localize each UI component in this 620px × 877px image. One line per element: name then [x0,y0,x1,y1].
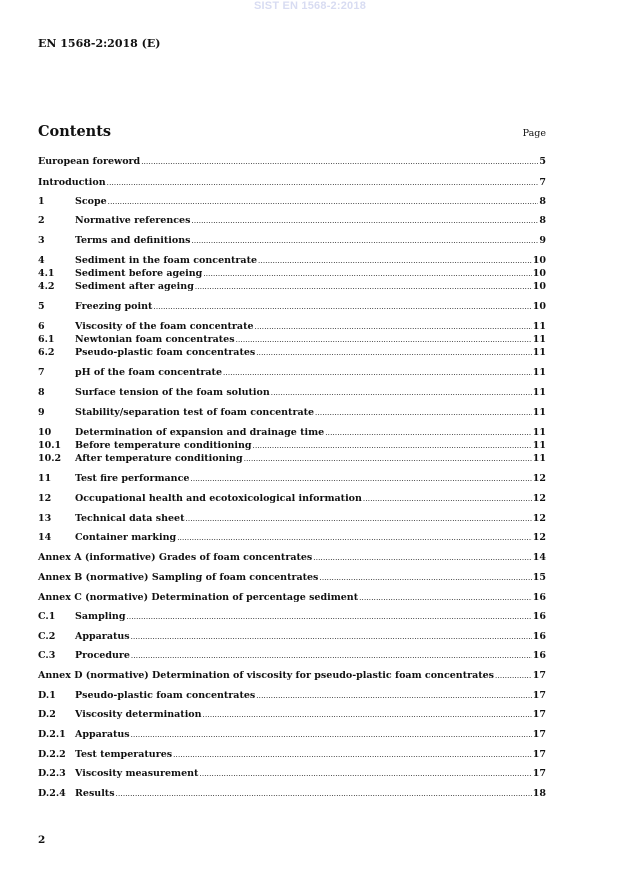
toc-entry-page: 12 [532,532,546,543]
toc-dot-leader [131,728,532,742]
toc-dot-leader [325,426,532,440]
toc-dot-leader [319,571,531,585]
watermark: SIST EN 1568-2:2018 [253,0,367,12]
toc-entry-number: 1 [38,196,45,207]
toc-entry-number: 3 [38,235,45,246]
toc-dot-leader [107,176,539,190]
toc-entry[interactable] [38,512,546,525]
toc-entry[interactable] [38,669,546,682]
toc-entry-page: 11 [532,367,546,378]
toc-entry-number: 12 [38,493,52,504]
toc-entry-title: Test temperatures [75,749,173,760]
toc-entry-title: Annex A (informative) Grades of foam concentrates [38,552,313,563]
toc-entry-number: 9 [38,407,45,418]
toc-dot-leader [177,531,532,545]
toc-dot-leader [131,630,532,644]
toc-entry[interactable] [38,300,546,313]
toc-entry-number: 6.2 [38,347,55,358]
toc-dot-leader [153,300,531,314]
toc-entry-title: Surface tension of the foam solution [75,387,270,398]
toc-entry[interactable] [38,426,546,439]
toc-entry-number: 14 [38,532,52,543]
toc-entry[interactable] [38,571,546,584]
toc-dot-leader [258,254,532,268]
toc-entry-page: 10 [532,281,546,292]
toc-entry-page: 17 [532,709,546,720]
toc-entry[interactable] [38,346,546,359]
toc-entry[interactable] [38,452,546,465]
toc-dot-leader [244,452,532,466]
toc-entry-number: D.2.3 [38,768,66,779]
toc-entry-number: 4 [38,255,45,266]
toc-entry-title: Viscosity determination [75,709,202,720]
toc-entry[interactable] [38,787,546,800]
toc-dot-leader [173,748,532,762]
toc-entry[interactable] [38,767,546,780]
toc-entry-page: 17 [532,670,546,681]
toc-dot-leader [315,406,532,420]
toc-entry-number: 5 [38,301,45,312]
toc-entry[interactable] [38,320,546,333]
toc-entry-page: 7 [539,177,546,188]
toc-entry-title: Newtonian foam concentrates [75,334,235,345]
toc-entry-title: Apparatus [75,729,130,740]
toc-entry-page: 18 [532,788,546,799]
toc-entry-title: Stability/separation test of foam concentrate [75,407,315,418]
toc-entry-number: 4.1 [38,268,55,279]
toc-entry-title: Apparatus [75,631,130,642]
toc-entry-number: D.2.4 [38,788,66,799]
toc-entry-title: Pseudo-plastic foam concentrates [75,347,256,358]
toc-entry[interactable] [38,176,546,189]
toc-entry-title: Sediment in the foam concentrate [75,255,258,266]
toc-dot-leader [116,787,532,801]
toc-entry-number: 10.2 [38,453,62,464]
toc-entry[interactable] [38,531,546,544]
toc-entry-page: 11 [532,440,546,451]
toc-entry-title: Viscosity measurement [75,768,199,779]
toc-entry[interactable] [38,333,546,346]
toc-dot-leader [255,320,532,334]
toc-entry-page: 17 [532,690,546,701]
toc-entry-page: 17 [532,768,546,779]
toc-entry-title: Pseudo-plastic foam concentrates [75,690,256,701]
toc-entry[interactable] [38,280,546,293]
toc-entry-page: 11 [532,387,546,398]
toc-entry-page: 11 [532,321,546,332]
document-id: EN 1568-2:2018 (E) [38,37,161,50]
toc-dot-leader [185,512,531,526]
toc-entry[interactable] [38,708,546,721]
toc-entry-page: 14 [532,552,546,563]
toc-entry-number: 7 [38,367,45,378]
toc-entry-number: 4.2 [38,281,55,292]
toc-entry-page: 12 [532,473,546,484]
toc-entry-title: Container marking [75,532,177,543]
toc-entry-page: 8 [539,196,546,207]
toc-entry-number: 13 [38,513,52,524]
toc-entry[interactable] [38,406,546,419]
toc-entry[interactable] [38,551,546,564]
toc-entry-title: Annex C (normative) Determination of percentage sediment [38,592,359,603]
toc-entry-title: Before temperature conditioning [75,440,252,451]
toc-entry-page: 10 [532,268,546,279]
toc-dot-leader [108,195,539,209]
toc-dot-leader [126,610,531,624]
toc-entry-title: Normative references [75,215,191,226]
toc-entry-number: C.2 [38,631,56,642]
toc-entry-page: 11 [532,453,546,464]
toc-entry-title: Sediment before ageing [75,268,203,279]
toc-entry-number: C.1 [38,611,56,622]
toc-entry-title: Annex D (normative) Determination of viscosity for pseudo-plastic foam concentrates [38,670,495,681]
toc-entry[interactable] [38,472,546,485]
toc-entry-page: 16 [532,611,546,622]
toc-entry[interactable] [38,748,546,761]
toc-dot-leader [363,492,532,506]
toc-entry[interactable] [38,254,546,267]
toc-dot-leader [236,333,532,347]
toc-entry-title: Viscosity of the foam concentrate [75,321,254,332]
toc-entry-title: Test fire performance [75,473,190,484]
toc-dot-leader [203,708,532,722]
toc-entry[interactable] [38,689,546,702]
toc-entry[interactable] [38,610,546,623]
toc-entry[interactable] [38,591,546,604]
toc-dot-leader [223,366,532,380]
toc-entry-page: 12 [532,493,546,504]
toc-entry[interactable] [38,386,546,399]
toc-entry-title: Scope [75,196,107,207]
toc-entry[interactable] [38,214,546,227]
toc-entry-page: 17 [532,729,546,740]
page-number: 2 [38,834,46,846]
contents-title: Contents [38,123,112,140]
toc-entry-number: 8 [38,387,45,398]
toc-entry-page: 11 [532,347,546,358]
toc-entry-title: Terms and definitions [75,235,191,246]
toc-entry-page: 16 [532,592,546,603]
toc-entry-page: 9 [539,235,546,246]
toc-entry[interactable] [38,439,546,452]
toc-dot-leader [191,214,538,228]
toc-dot-leader [253,439,532,453]
toc-entry[interactable] [38,728,546,741]
toc-entry-page: 10 [532,255,546,266]
toc-entry-page: 11 [532,427,546,438]
toc-entry-number: D.2 [38,709,56,720]
toc-entry-title: Annex B (normative) Sampling of foam concentrates [38,572,319,583]
toc-dot-leader [141,155,538,169]
toc-dot-leader [190,472,531,486]
toc-entry[interactable] [38,649,546,662]
toc-entry-number: D.2.1 [38,729,66,740]
toc-entry-page: 11 [532,407,546,418]
toc-entry-number: 6 [38,321,45,332]
toc-dot-leader [203,267,531,281]
toc-entry-page: 15 [532,572,546,583]
toc-entry-title: Sediment after ageing [75,281,194,292]
toc-entry-page: 8 [539,215,546,226]
toc-entry[interactable] [38,492,546,505]
toc-entry-title: Introduction [38,177,106,188]
toc-entry[interactable] [38,195,546,208]
toc-entry-number: 2 [38,215,45,226]
toc-dot-leader [256,346,532,360]
toc-dot-leader [359,591,532,605]
toc-entry[interactable] [38,630,546,643]
toc-entry-title: Results [75,788,115,799]
toc-entry-number: 6.1 [38,334,55,345]
toc-entry-number: D.1 [38,690,56,701]
toc-dot-leader [131,649,532,663]
toc-dot-leader [191,234,538,248]
toc-entry[interactable] [38,366,546,379]
toc-entry-title: European foreword [38,156,141,167]
toc-entry-title: Freezing point [75,301,153,312]
toc-entry-number: C.3 [38,650,56,661]
toc-entry-title: pH of the foam concentrate [75,367,222,378]
toc-entry-number: 10 [38,427,52,438]
toc-entry[interactable] [38,155,546,168]
toc-entry-page: 11 [532,334,546,345]
toc-entry-title: Technical data sheet [75,513,185,524]
toc-dot-leader [313,551,531,565]
toc-entry-page: 5 [539,156,546,167]
toc-entry-number: D.2.2 [38,749,66,760]
toc-entry-page: 12 [532,513,546,524]
toc-entry-title: Occupational health and ecotoxicological information [75,493,362,504]
toc-entry-title: After temperature conditioning [75,453,243,464]
toc-entry-title: Sampling [75,611,126,622]
toc-entry-page: 17 [532,749,546,760]
page-column-label: Page [522,128,546,139]
toc-entry-title: Determination of expansion and drainage time [75,427,325,438]
toc-entry-page: 10 [532,301,546,312]
toc-dot-leader [256,689,532,703]
toc-dot-leader [199,767,531,781]
toc-dot-leader [271,386,532,400]
toc-dot-leader [195,280,532,294]
toc-entry-number: 10.1 [38,440,62,451]
toc-entry[interactable] [38,267,546,280]
toc-entry-page: 16 [532,650,546,661]
toc-entry-title: Procedure [75,650,130,661]
toc-entry-number: 11 [38,473,52,484]
toc-dot-leader [495,669,532,683]
toc-entry-page: 16 [532,631,546,642]
toc-entry[interactable] [38,234,546,247]
